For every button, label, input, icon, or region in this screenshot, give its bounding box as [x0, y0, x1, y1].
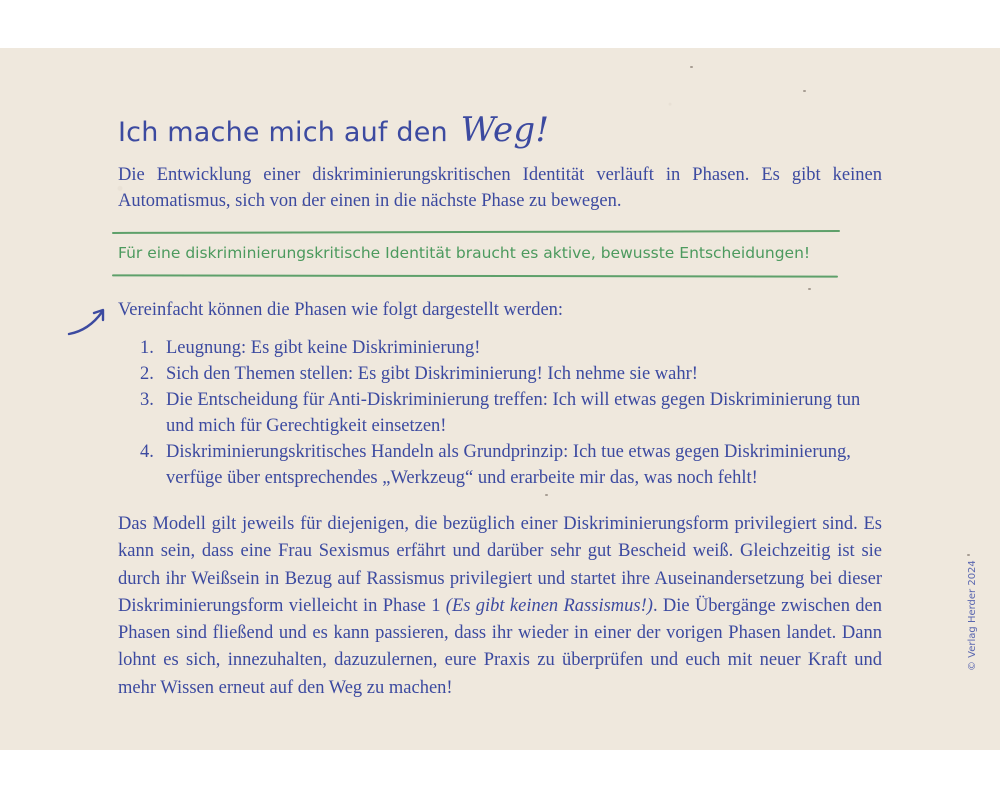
copyright-note: © Verlag Herder 2024: [967, 560, 978, 671]
body-text-before: Das Modell gilt jeweils für diejenigen, die bezüglich einer Diskriminierungsform privilegiert sind. Es kann sein, dass eine Frau Sexismus erfährt und darüber sehr gut Bescheid weiß. Gleichzeitig ist sie durch ihr Weißsein in Bezug auf Rassismus privilegiert und startet ihre Auseinandersetzung bei dieser Diskriminierungsform vielleicht in Phase 1: [118, 514, 882, 616]
body-paragraph: [118, 511, 882, 702]
paper-speck: [803, 90, 806, 92]
list-item: [140, 387, 880, 439]
list-item-text: Die Entscheidung für Anti-Diskriminierung treffen: Ich will etwas gegen Diskriminierung tun und mich für Gerechtigkeit einsetzen!: [166, 390, 861, 436]
list-item: [140, 439, 880, 491]
list-item-text: Diskriminierungskritisches Handeln als Grundprinzip: Ich tue etwas gegen Diskriminierung, verfüge über entsprechendes „Werkzeug“ und erarbeite mir das, was noch fehlt!: [166, 442, 851, 488]
phase-list: [140, 335, 880, 491]
list-item-number: 2.: [140, 364, 154, 384]
list-item-number: 4.: [140, 442, 154, 462]
body-text-italic: (Es gibt keinen Rassismus!): [445, 595, 653, 616]
paper-speck: [808, 288, 811, 290]
paper-speck: [690, 66, 693, 68]
highlight-statement: Für eine diskriminierungskritische Identität braucht es aktive, bewusste Entscheidungen!: [118, 244, 811, 262]
page-title: [118, 110, 549, 150]
curved-arrow-icon: [66, 304, 108, 338]
list-item-text: Leugnung: Es gibt keine Diskriminierung!: [166, 338, 481, 358]
list-item-number: 1.: [140, 338, 154, 358]
worksheet-card: [0, 48, 1000, 750]
paper-speck: [545, 494, 548, 496]
divider-top: [112, 230, 840, 234]
list-item: [140, 335, 880, 361]
title-main: Ich mache mich auf den: [118, 117, 448, 148]
intro-paragraph: Die Entwicklung einer diskriminierungskritischen Identität verläuft in Phasen. Es gibt keinen Automatismus, sich von der einen in die nächste Phase zu bewegen.: [118, 165, 882, 211]
list-lead: Vereinfacht können die Phasen wie folgt dargestellt werden:: [118, 300, 564, 320]
paper-speck: [967, 554, 970, 556]
divider-bottom: [112, 274, 838, 277]
title-accent: Weg!: [460, 110, 550, 150]
list-item-number: 3.: [140, 390, 154, 410]
list-item-text: Sich den Themen stellen: Es gibt Diskriminierung! Ich nehme sie wahr!: [166, 364, 698, 384]
list-item: [140, 361, 880, 387]
body-text-after: . Die Übergänge zwischen den Phasen sind fließend und es kann passieren, dass ihr wieder in einer der vorigen Phasen landet. Dann lohnt es sich, innezuhalten, dazuzulernen, eure Praxis zu überprüfen und euch mit neuer Kraft und mehr Wissen erneut auf den Weg zu machen!: [118, 595, 882, 698]
